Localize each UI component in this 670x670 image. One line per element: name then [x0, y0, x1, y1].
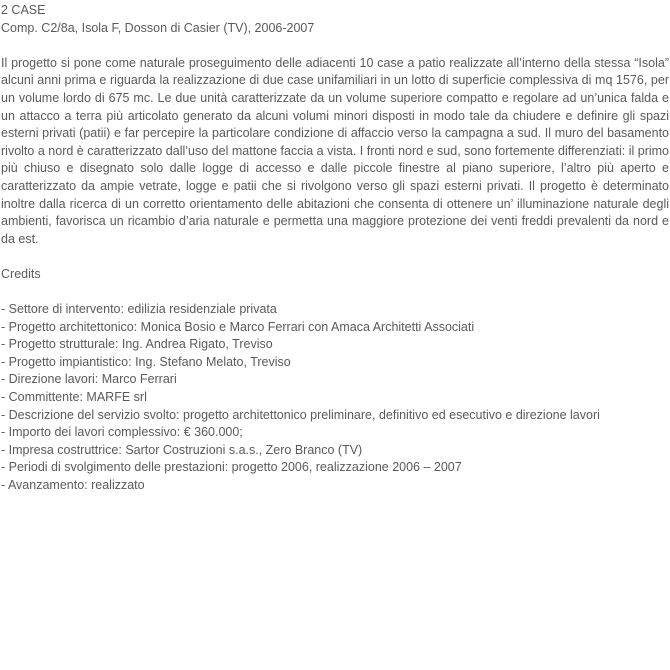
spacer — [1, 248, 669, 266]
spacer — [1, 284, 669, 302]
project-title: 2 CASE — [1, 3, 46, 17]
project-page — [1, 2, 669, 495]
credits-item: - Descrizione del servizio svolto: progetto architettonico preliminare, definitivo ed esecutivo e direzione lavori — [1, 407, 600, 422]
project-description: Il progetto si pone come naturale proseguimento delle adiacenti 10 case a patio realizzate all’interno della stessa “Isola” alcuni anni prima e riguarda la realizzazione di due case unifamiliari in un lotto di superficie complessiva di mq 1576, per un volume lordo di 675 mc. Le due unità caratterizzate da un volume superiore compatto e regolare ad un’unica falda e un attacco a terra più articolato generato da alcuni volumi minori disposti in modo tale da chiudere e definire gli spazi esterni privati (patii) e far percepire la particolare condizione di affaccio verso la campagna a sud. Il muro del basamento rivolto a nord è caratterizzato dall’uso del mattone faccia a vista. I fronti nord e sud, sono fortemente differenziati: il primo più chiuso e disegnato solo dalle logge di accesso e dalle piccole finestre al piano superiore, l’altro più aperto e caratterizzato da ampie vetrate, logge e patii che si rivolgono verso gli spazi esterni privati. Il progetto è determinato inoltre dalla ricerca di un corretto orientamento delle abitazioni che consenta di ottenere un’ illuminazione naturale degli ambienti, favorisca un ricambio d’aria naturale e permetta una maggiore protezione dei venti freddi prevalenti da nord e da est. — [1, 55, 669, 246]
credits-item: - Progetto impiantistico: Ing. Stefano Melato, Treviso — [1, 354, 291, 369]
credits-item: - Committente: MARFE srl — [1, 390, 147, 405]
credits-item: - Direzione lavori: Marco Ferrari — [1, 372, 177, 387]
project-subtitle: Comp. C2/8a, Isola F, Dosson di Casier (TV), 2006-2007 — [1, 20, 315, 35]
credits-item: - Periodi di svolgimento delle prestazioni: progetto 2006, realizzazione 2006 – 2007 — [1, 460, 462, 475]
spacer — [1, 37, 669, 55]
credits-item: - Progetto architettonico: Monica Bosio e Marco Ferrari con Amaca Architetti Associati — [1, 319, 475, 334]
credits-heading: Credits — [1, 266, 41, 281]
credits-item: - Settore di intervento: edilizia residenziale privata — [1, 302, 277, 317]
credits-item: - Avanzamento: realizzato — [1, 478, 145, 493]
credits-list — [1, 301, 669, 495]
credits-item: - Importo dei lavori complessivo: € 360.000; — [1, 425, 243, 440]
credits-item: - Impresa costruttrice: Sartor Costruzioni s.a.s., Zero Branco (TV) — [1, 442, 363, 457]
credits-item: - Progetto strutturale: Ing. Andrea Rigato, Treviso — [1, 337, 273, 352]
